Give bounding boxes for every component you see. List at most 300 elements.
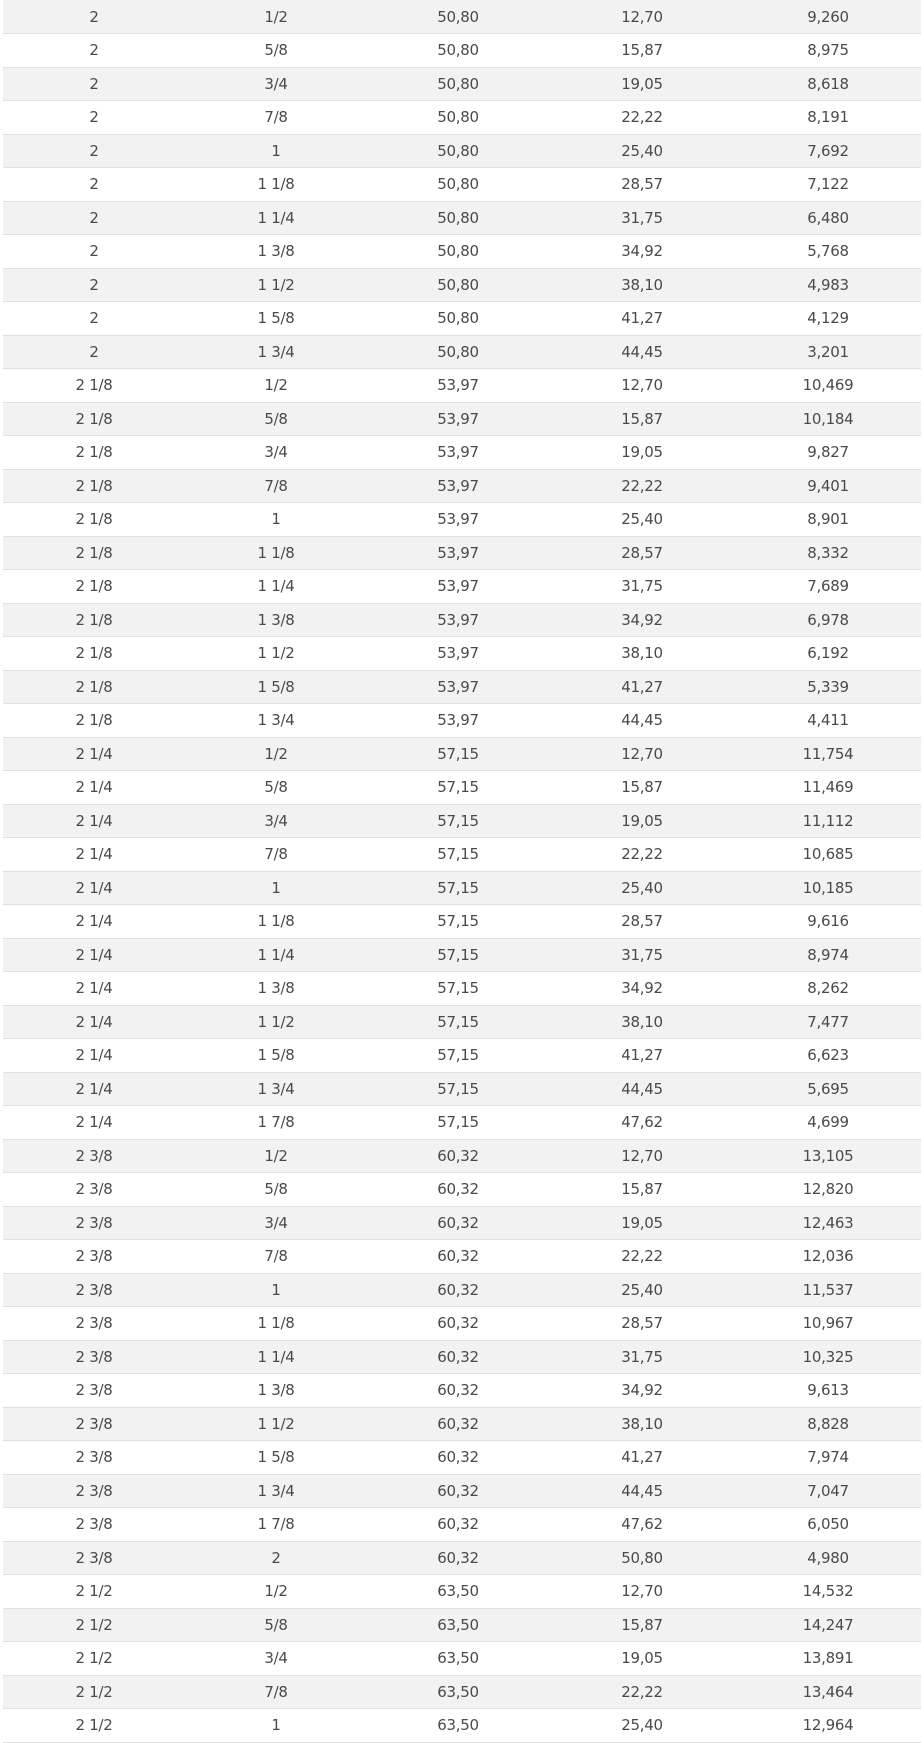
table-row bbox=[3, 670, 921, 704]
col-4-cell: 15,87 bbox=[549, 1608, 735, 1642]
col-5-cell: 12,820 bbox=[735, 1173, 921, 1207]
table-row bbox=[3, 1474, 921, 1508]
col-3-cell: 60,32 bbox=[367, 1240, 549, 1274]
col-3-cell: 60,32 bbox=[367, 1206, 549, 1240]
col-1-cell: 2 3/8 bbox=[3, 1340, 185, 1374]
col-3-cell: 50,80 bbox=[367, 201, 549, 235]
col-3-cell: 60,32 bbox=[367, 1474, 549, 1508]
col-3-cell: 53,97 bbox=[367, 436, 549, 470]
col-1-cell: 2 bbox=[3, 134, 185, 168]
col-2-cell: 1 1/8 bbox=[185, 536, 367, 570]
col-3-cell: 53,97 bbox=[367, 704, 549, 738]
col-5-cell: 10,469 bbox=[735, 369, 921, 403]
table-row bbox=[3, 335, 921, 369]
col-5-cell: 8,828 bbox=[735, 1407, 921, 1441]
col-2-cell: 2 bbox=[185, 1541, 367, 1575]
table-row bbox=[3, 871, 921, 905]
col-3-cell: 57,15 bbox=[367, 1005, 549, 1039]
col-2-cell: 5/8 bbox=[185, 771, 367, 805]
col-3-cell: 57,15 bbox=[367, 771, 549, 805]
col-2-cell: 1 5/8 bbox=[185, 670, 367, 704]
col-2-cell: 1 1/4 bbox=[185, 1340, 367, 1374]
col-2-cell: 1 1/8 bbox=[185, 1307, 367, 1341]
col-3-cell: 53,97 bbox=[367, 536, 549, 570]
col-3-cell: 50,80 bbox=[367, 67, 549, 101]
col-1-cell: 2 3/8 bbox=[3, 1206, 185, 1240]
col-2-cell: 1 1/4 bbox=[185, 201, 367, 235]
col-3-cell: 50,80 bbox=[367, 168, 549, 202]
col-3-cell: 50,80 bbox=[367, 0, 549, 34]
table-row bbox=[3, 67, 921, 101]
col-4-cell: 28,57 bbox=[549, 905, 735, 939]
col-3-cell: 53,97 bbox=[367, 402, 549, 436]
col-4-cell: 12,70 bbox=[549, 1139, 735, 1173]
col-4-cell: 12,70 bbox=[549, 737, 735, 771]
col-5-cell: 9,260 bbox=[735, 0, 921, 34]
col-5-cell: 6,192 bbox=[735, 637, 921, 671]
col-5-cell: 7,974 bbox=[735, 1441, 921, 1475]
col-2-cell: 1 1/2 bbox=[185, 1005, 367, 1039]
col-4-cell: 12,70 bbox=[549, 369, 735, 403]
col-3-cell: 53,97 bbox=[367, 603, 549, 637]
table-row bbox=[3, 268, 921, 302]
col-3-cell: 63,50 bbox=[367, 1675, 549, 1709]
col-4-cell: 44,45 bbox=[549, 704, 735, 738]
col-1-cell: 2 1/4 bbox=[3, 905, 185, 939]
col-4-cell: 41,27 bbox=[549, 1039, 735, 1073]
col-5-cell: 10,967 bbox=[735, 1307, 921, 1341]
col-5-cell: 11,112 bbox=[735, 804, 921, 838]
col-4-cell: 31,75 bbox=[549, 1340, 735, 1374]
col-5-cell: 14,532 bbox=[735, 1575, 921, 1609]
col-3-cell: 63,50 bbox=[367, 1709, 549, 1743]
col-4-cell: 38,10 bbox=[549, 637, 735, 671]
col-3-cell: 63,50 bbox=[367, 1608, 549, 1642]
col-4-cell: 34,92 bbox=[549, 235, 735, 269]
table-row bbox=[3, 201, 921, 235]
table-row bbox=[3, 771, 921, 805]
table-row bbox=[3, 1206, 921, 1240]
col-5-cell: 7,477 bbox=[735, 1005, 921, 1039]
col-2-cell: 3/4 bbox=[185, 1642, 367, 1676]
col-5-cell: 8,901 bbox=[735, 503, 921, 537]
col-3-cell: 50,80 bbox=[367, 101, 549, 135]
col-4-cell: 22,22 bbox=[549, 838, 735, 872]
col-2-cell: 1 3/4 bbox=[185, 704, 367, 738]
col-5-cell: 10,325 bbox=[735, 1340, 921, 1374]
col-5-cell: 7,689 bbox=[735, 570, 921, 604]
col-3-cell: 57,15 bbox=[367, 1106, 549, 1140]
col-2-cell: 1 bbox=[185, 1273, 367, 1307]
col-3-cell: 60,32 bbox=[367, 1541, 549, 1575]
col-5-cell: 4,983 bbox=[735, 268, 921, 302]
table-row bbox=[3, 168, 921, 202]
col-1-cell: 2 bbox=[3, 0, 185, 34]
col-2-cell: 1 3/8 bbox=[185, 972, 367, 1006]
col-5-cell: 7,122 bbox=[735, 168, 921, 202]
col-5-cell: 9,613 bbox=[735, 1374, 921, 1408]
table-row bbox=[3, 838, 921, 872]
table-row bbox=[3, 302, 921, 336]
table-row bbox=[3, 402, 921, 436]
col-5-cell: 4,129 bbox=[735, 302, 921, 336]
col-3-cell: 60,32 bbox=[367, 1508, 549, 1542]
col-1-cell: 2 1/8 bbox=[3, 603, 185, 637]
col-5-cell: 4,411 bbox=[735, 704, 921, 738]
col-1-cell: 2 1/4 bbox=[3, 1106, 185, 1140]
col-5-cell: 3,201 bbox=[735, 335, 921, 369]
col-5-cell: 4,699 bbox=[735, 1106, 921, 1140]
col-3-cell: 53,97 bbox=[367, 670, 549, 704]
col-1-cell: 2 1/4 bbox=[3, 804, 185, 838]
col-1-cell: 2 3/8 bbox=[3, 1273, 185, 1307]
col-5-cell: 8,262 bbox=[735, 972, 921, 1006]
col-2-cell: 1 bbox=[185, 871, 367, 905]
data-table-container bbox=[3, 0, 921, 1743]
table-row bbox=[3, 1340, 921, 1374]
col-1-cell: 2 1/4 bbox=[3, 838, 185, 872]
col-4-cell: 38,10 bbox=[549, 1407, 735, 1441]
col-3-cell: 57,15 bbox=[367, 905, 549, 939]
col-4-cell: 41,27 bbox=[549, 302, 735, 336]
table-row bbox=[3, 1709, 921, 1743]
col-2-cell: 1 5/8 bbox=[185, 1441, 367, 1475]
col-1-cell: 2 bbox=[3, 235, 185, 269]
col-1-cell: 2 1/4 bbox=[3, 938, 185, 972]
col-3-cell: 53,97 bbox=[367, 503, 549, 537]
col-3-cell: 50,80 bbox=[367, 335, 549, 369]
col-3-cell: 63,50 bbox=[367, 1642, 549, 1676]
table-row bbox=[3, 1005, 921, 1039]
col-4-cell: 41,27 bbox=[549, 670, 735, 704]
col-4-cell: 44,45 bbox=[549, 1474, 735, 1508]
col-5-cell: 11,537 bbox=[735, 1273, 921, 1307]
col-1-cell: 2 1/2 bbox=[3, 1608, 185, 1642]
col-3-cell: 53,97 bbox=[367, 570, 549, 604]
data-table bbox=[3, 0, 921, 1743]
col-4-cell: 22,22 bbox=[549, 1240, 735, 1274]
table-row bbox=[3, 469, 921, 503]
col-2-cell: 1/2 bbox=[185, 1139, 367, 1173]
table-row bbox=[3, 536, 921, 570]
col-5-cell: 6,050 bbox=[735, 1508, 921, 1542]
col-4-cell: 25,40 bbox=[549, 1709, 735, 1743]
col-2-cell: 1 7/8 bbox=[185, 1106, 367, 1140]
col-1-cell: 2 3/8 bbox=[3, 1139, 185, 1173]
table-row bbox=[3, 603, 921, 637]
col-4-cell: 47,62 bbox=[549, 1508, 735, 1542]
col-3-cell: 57,15 bbox=[367, 1072, 549, 1106]
table-row bbox=[3, 1541, 921, 1575]
table-row bbox=[3, 1608, 921, 1642]
col-1-cell: 2 1/4 bbox=[3, 771, 185, 805]
table-row bbox=[3, 637, 921, 671]
col-1-cell: 2 1/8 bbox=[3, 637, 185, 671]
col-1-cell: 2 1/2 bbox=[3, 1575, 185, 1609]
col-5-cell: 9,616 bbox=[735, 905, 921, 939]
col-3-cell: 57,15 bbox=[367, 838, 549, 872]
col-1-cell: 2 1/2 bbox=[3, 1675, 185, 1709]
table-row bbox=[3, 436, 921, 470]
table-row bbox=[3, 1642, 921, 1676]
col-4-cell: 19,05 bbox=[549, 804, 735, 838]
col-4-cell: 28,57 bbox=[549, 536, 735, 570]
col-5-cell: 11,754 bbox=[735, 737, 921, 771]
col-2-cell: 1 1/2 bbox=[185, 1407, 367, 1441]
col-5-cell: 9,401 bbox=[735, 469, 921, 503]
col-3-cell: 57,15 bbox=[367, 871, 549, 905]
col-2-cell: 1 1/4 bbox=[185, 938, 367, 972]
table-row bbox=[3, 570, 921, 604]
col-2-cell: 1 bbox=[185, 503, 367, 537]
col-2-cell: 3/4 bbox=[185, 436, 367, 470]
col-2-cell: 1 bbox=[185, 1709, 367, 1743]
col-1-cell: 2 1/4 bbox=[3, 1072, 185, 1106]
table-row bbox=[3, 1374, 921, 1408]
col-1-cell: 2 3/8 bbox=[3, 1240, 185, 1274]
col-5-cell: 8,974 bbox=[735, 938, 921, 972]
col-2-cell: 5/8 bbox=[185, 1173, 367, 1207]
table-row bbox=[3, 503, 921, 537]
col-3-cell: 57,15 bbox=[367, 737, 549, 771]
col-2-cell: 1 1/2 bbox=[185, 637, 367, 671]
col-2-cell: 5/8 bbox=[185, 1608, 367, 1642]
col-1-cell: 2 1/4 bbox=[3, 972, 185, 1006]
col-1-cell: 2 3/8 bbox=[3, 1307, 185, 1341]
col-3-cell: 60,32 bbox=[367, 1139, 549, 1173]
col-1-cell: 2 3/8 bbox=[3, 1508, 185, 1542]
col-5-cell: 13,464 bbox=[735, 1675, 921, 1709]
col-1-cell: 2 bbox=[3, 335, 185, 369]
col-4-cell: 31,75 bbox=[549, 570, 735, 604]
col-2-cell: 3/4 bbox=[185, 804, 367, 838]
col-4-cell: 25,40 bbox=[549, 871, 735, 905]
col-5-cell: 10,185 bbox=[735, 871, 921, 905]
col-5-cell: 10,685 bbox=[735, 838, 921, 872]
col-4-cell: 31,75 bbox=[549, 201, 735, 235]
col-3-cell: 63,50 bbox=[367, 1575, 549, 1609]
col-5-cell: 9,827 bbox=[735, 436, 921, 470]
col-1-cell: 2 3/8 bbox=[3, 1374, 185, 1408]
col-1-cell: 2 1/8 bbox=[3, 469, 185, 503]
col-2-cell: 1/2 bbox=[185, 737, 367, 771]
col-5-cell: 8,191 bbox=[735, 101, 921, 135]
col-4-cell: 28,57 bbox=[549, 168, 735, 202]
table-row bbox=[3, 737, 921, 771]
col-5-cell: 7,692 bbox=[735, 134, 921, 168]
table-row bbox=[3, 134, 921, 168]
table-row bbox=[3, 1273, 921, 1307]
table-row bbox=[3, 1139, 921, 1173]
col-4-cell: 38,10 bbox=[549, 1005, 735, 1039]
table-row bbox=[3, 1106, 921, 1140]
table-row bbox=[3, 34, 921, 68]
col-2-cell: 1 3/8 bbox=[185, 235, 367, 269]
col-1-cell: 2 1/2 bbox=[3, 1642, 185, 1676]
col-5-cell: 12,036 bbox=[735, 1240, 921, 1274]
col-4-cell: 34,92 bbox=[549, 1374, 735, 1408]
col-1-cell: 2 1/8 bbox=[3, 436, 185, 470]
col-1-cell: 2 bbox=[3, 101, 185, 135]
col-2-cell: 1 3/8 bbox=[185, 603, 367, 637]
col-4-cell: 22,22 bbox=[549, 101, 735, 135]
col-1-cell: 2 1/4 bbox=[3, 737, 185, 771]
col-4-cell: 15,87 bbox=[549, 771, 735, 805]
col-2-cell: 1 7/8 bbox=[185, 1508, 367, 1542]
col-4-cell: 15,87 bbox=[549, 34, 735, 68]
col-1-cell: 2 3/8 bbox=[3, 1474, 185, 1508]
col-2-cell: 1/2 bbox=[185, 0, 367, 34]
col-3-cell: 53,97 bbox=[367, 369, 549, 403]
table-row bbox=[3, 1575, 921, 1609]
table-row bbox=[3, 235, 921, 269]
col-3-cell: 57,15 bbox=[367, 1039, 549, 1073]
col-5-cell: 5,339 bbox=[735, 670, 921, 704]
col-4-cell: 22,22 bbox=[549, 1675, 735, 1709]
col-3-cell: 50,80 bbox=[367, 235, 549, 269]
col-5-cell: 13,891 bbox=[735, 1642, 921, 1676]
table-row bbox=[3, 1675, 921, 1709]
col-4-cell: 34,92 bbox=[549, 603, 735, 637]
table-row bbox=[3, 704, 921, 738]
col-2-cell: 5/8 bbox=[185, 34, 367, 68]
col-2-cell: 7/8 bbox=[185, 1240, 367, 1274]
col-1-cell: 2 bbox=[3, 302, 185, 336]
col-4-cell: 19,05 bbox=[549, 1642, 735, 1676]
col-2-cell: 1 3/4 bbox=[185, 1072, 367, 1106]
col-5-cell: 4,980 bbox=[735, 1541, 921, 1575]
table-row bbox=[3, 972, 921, 1006]
col-5-cell: 6,978 bbox=[735, 603, 921, 637]
col-4-cell: 28,57 bbox=[549, 1307, 735, 1341]
col-5-cell: 5,768 bbox=[735, 235, 921, 269]
col-2-cell: 1 1/8 bbox=[185, 905, 367, 939]
col-2-cell: 1 3/4 bbox=[185, 1474, 367, 1508]
table-row bbox=[3, 369, 921, 403]
col-4-cell: 47,62 bbox=[549, 1106, 735, 1140]
col-1-cell: 2 3/8 bbox=[3, 1541, 185, 1575]
col-2-cell: 1/2 bbox=[185, 369, 367, 403]
col-4-cell: 15,87 bbox=[549, 402, 735, 436]
table-row bbox=[3, 0, 921, 34]
col-2-cell: 1 3/8 bbox=[185, 1374, 367, 1408]
col-3-cell: 60,32 bbox=[367, 1307, 549, 1341]
col-5-cell: 6,480 bbox=[735, 201, 921, 235]
col-5-cell: 7,047 bbox=[735, 1474, 921, 1508]
col-1-cell: 2 bbox=[3, 34, 185, 68]
col-3-cell: 57,15 bbox=[367, 938, 549, 972]
col-3-cell: 60,32 bbox=[367, 1374, 549, 1408]
col-1-cell: 2 1/8 bbox=[3, 670, 185, 704]
col-1-cell: 2 3/8 bbox=[3, 1407, 185, 1441]
col-5-cell: 10,184 bbox=[735, 402, 921, 436]
table-row bbox=[3, 804, 921, 838]
col-2-cell: 1 1/4 bbox=[185, 570, 367, 604]
col-4-cell: 41,27 bbox=[549, 1441, 735, 1475]
col-1-cell: 2 1/8 bbox=[3, 570, 185, 604]
col-3-cell: 50,80 bbox=[367, 268, 549, 302]
col-2-cell: 3/4 bbox=[185, 1206, 367, 1240]
col-4-cell: 22,22 bbox=[549, 469, 735, 503]
col-4-cell: 34,92 bbox=[549, 972, 735, 1006]
table-row bbox=[3, 1407, 921, 1441]
col-4-cell: 12,70 bbox=[549, 1575, 735, 1609]
col-2-cell: 5/8 bbox=[185, 402, 367, 436]
col-5-cell: 14,247 bbox=[735, 1608, 921, 1642]
col-2-cell: 1 1/8 bbox=[185, 168, 367, 202]
col-3-cell: 50,80 bbox=[367, 34, 549, 68]
table-row bbox=[3, 101, 921, 135]
col-4-cell: 44,45 bbox=[549, 1072, 735, 1106]
col-4-cell: 25,40 bbox=[549, 503, 735, 537]
col-3-cell: 57,15 bbox=[367, 804, 549, 838]
col-2-cell: 1 bbox=[185, 134, 367, 168]
col-3-cell: 60,32 bbox=[367, 1407, 549, 1441]
col-1-cell: 2 1/8 bbox=[3, 704, 185, 738]
col-3-cell: 57,15 bbox=[367, 972, 549, 1006]
col-3-cell: 60,32 bbox=[367, 1173, 549, 1207]
col-3-cell: 60,32 bbox=[367, 1441, 549, 1475]
col-1-cell: 2 1/4 bbox=[3, 871, 185, 905]
table-body bbox=[3, 0, 921, 1742]
col-2-cell: 1 3/4 bbox=[185, 335, 367, 369]
col-1-cell: 2 1/8 bbox=[3, 503, 185, 537]
col-2-cell: 7/8 bbox=[185, 838, 367, 872]
col-4-cell: 25,40 bbox=[549, 134, 735, 168]
col-2-cell: 3/4 bbox=[185, 67, 367, 101]
col-1-cell: 2 3/8 bbox=[3, 1441, 185, 1475]
col-1-cell: 2 1/4 bbox=[3, 1005, 185, 1039]
col-1-cell: 2 1/2 bbox=[3, 1709, 185, 1743]
table-row bbox=[3, 1508, 921, 1542]
col-4-cell: 31,75 bbox=[549, 938, 735, 972]
col-5-cell: 12,964 bbox=[735, 1709, 921, 1743]
table-row bbox=[3, 1173, 921, 1207]
col-1-cell: 2 1/8 bbox=[3, 402, 185, 436]
col-2-cell: 1 5/8 bbox=[185, 302, 367, 336]
col-3-cell: 60,32 bbox=[367, 1340, 549, 1374]
col-5-cell: 8,618 bbox=[735, 67, 921, 101]
col-1-cell: 2 1/8 bbox=[3, 536, 185, 570]
col-5-cell: 13,105 bbox=[735, 1139, 921, 1173]
col-1-cell: 2 1/4 bbox=[3, 1039, 185, 1073]
table-row bbox=[3, 905, 921, 939]
table-row bbox=[3, 1072, 921, 1106]
col-1-cell: 2 bbox=[3, 201, 185, 235]
col-2-cell: 7/8 bbox=[185, 469, 367, 503]
col-5-cell: 8,975 bbox=[735, 34, 921, 68]
col-5-cell: 8,332 bbox=[735, 536, 921, 570]
col-3-cell: 50,80 bbox=[367, 302, 549, 336]
col-4-cell: 19,05 bbox=[549, 1206, 735, 1240]
col-1-cell: 2 3/8 bbox=[3, 1173, 185, 1207]
table-row bbox=[3, 1441, 921, 1475]
col-4-cell: 44,45 bbox=[549, 335, 735, 369]
col-4-cell: 50,80 bbox=[549, 1541, 735, 1575]
col-1-cell: 2 1/8 bbox=[3, 369, 185, 403]
col-4-cell: 12,70 bbox=[549, 0, 735, 34]
table-row bbox=[3, 938, 921, 972]
col-2-cell: 7/8 bbox=[185, 101, 367, 135]
col-4-cell: 19,05 bbox=[549, 67, 735, 101]
col-5-cell: 12,463 bbox=[735, 1206, 921, 1240]
col-3-cell: 53,97 bbox=[367, 637, 549, 671]
table-row bbox=[3, 1039, 921, 1073]
table-row bbox=[3, 1307, 921, 1341]
col-2-cell: 1 5/8 bbox=[185, 1039, 367, 1073]
col-2-cell: 1/2 bbox=[185, 1575, 367, 1609]
col-3-cell: 60,32 bbox=[367, 1273, 549, 1307]
